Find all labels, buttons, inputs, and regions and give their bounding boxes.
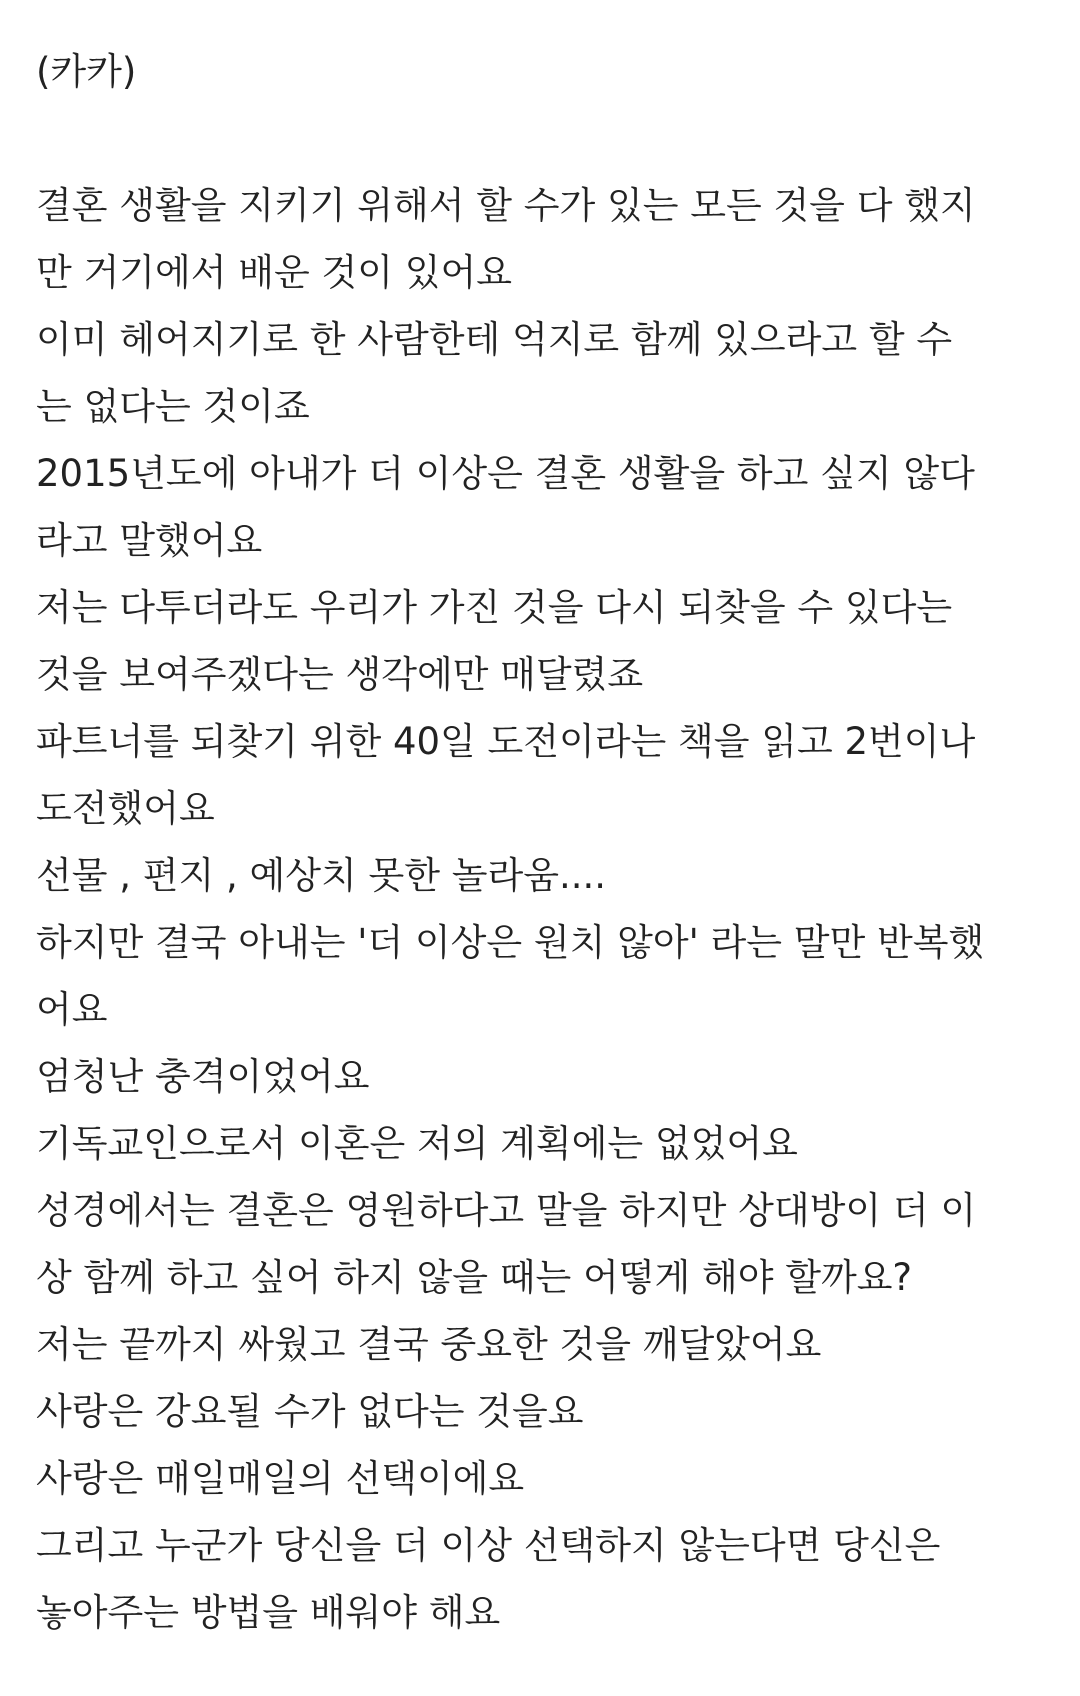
text-line: 저는 끝까지 싸웠고 결국 중요한 것을 깨달았어요 bbox=[36, 1323, 822, 1366]
document-header: (카카) bbox=[36, 50, 137, 93]
text-line: 그리고 누군가 당신을 더 이상 선택하지 않는다면 당신은 bbox=[36, 1524, 941, 1567]
text-line: 것을 보여주겠다는 생각에만 매달렸죠 bbox=[36, 653, 644, 696]
text-line: 엄청난 충격이었어요 bbox=[36, 1055, 370, 1098]
text-line: 2015년도에 아내가 더 이상은 결혼 생활을 하고 싶지 않다 bbox=[36, 452, 975, 495]
text-line: 이미 헤어지기로 한 사람한테 억지로 함께 있으라고 할 수 bbox=[36, 318, 953, 361]
text-line: 만 거기에서 배운 것이 있어요 bbox=[36, 251, 512, 294]
text-line: 사랑은 강요될 수가 없다는 것을요 bbox=[36, 1390, 584, 1433]
text-line: 도전했어요 bbox=[36, 787, 215, 830]
text-line: 성경에서는 결혼은 영원하다고 말을 하지만 상대방이 더 이 bbox=[36, 1189, 977, 1232]
text-line: 사랑은 매일매일의 선택이에요 bbox=[36, 1457, 525, 1500]
text-line: 결혼 생활을 지키기 위해서 할 수가 있는 모든 것을 다 했지 bbox=[36, 184, 976, 227]
text-line: 어요 bbox=[36, 988, 108, 1031]
text-line: 하지만 결국 아내는 '더 이상은 원치 않아' 라는 말만 반복했 bbox=[36, 921, 985, 964]
text-line: 라고 말했어요 bbox=[36, 519, 263, 562]
text-line: 는 없다는 것이죠 bbox=[36, 385, 310, 428]
text-line: 놓아주는 방법을 배워야 해요 bbox=[36, 1591, 501, 1634]
text-line: 저는 다투더라도 우리가 가진 것을 다시 되찾을 수 있다는 bbox=[36, 586, 953, 629]
blank-line bbox=[36, 105, 1050, 172]
text-line: 상 함께 하고 싶어 하지 않을 때는 어떻게 해야 할까요? bbox=[36, 1256, 913, 1299]
text-line: 파트너를 되찾기 위한 40일 도전이라는 책을 읽고 2번이나 bbox=[36, 720, 976, 763]
text-line: 선물 , 편지 , 예상치 못한 놀라움.... bbox=[36, 854, 607, 897]
text-line: 기독교인으로서 이혼은 저의 계획에는 없었어요 bbox=[36, 1122, 798, 1165]
